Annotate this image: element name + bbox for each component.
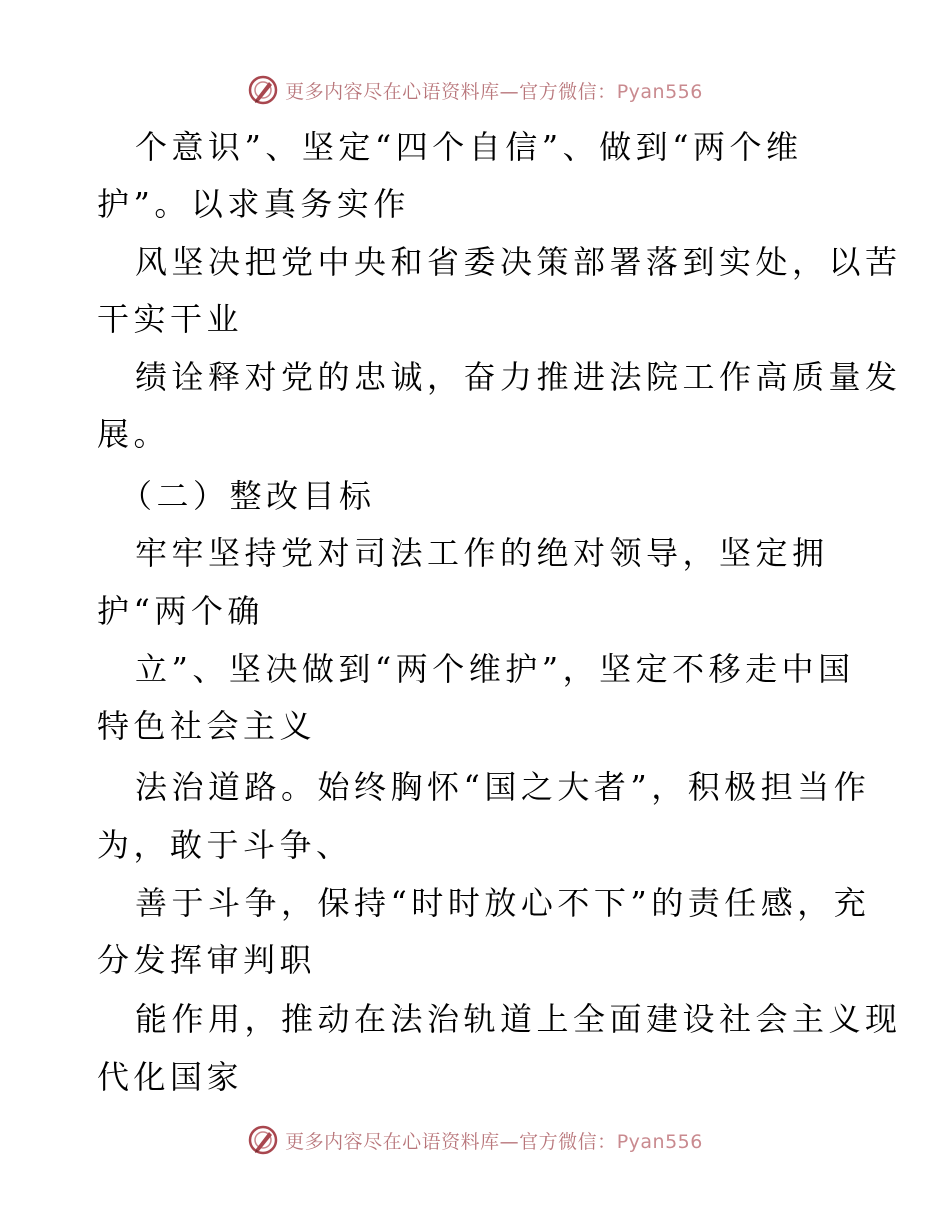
text-line: 立”、坚决做到“两个维护”，坚定不移走中国 (135, 650, 855, 688)
text-line: 为，敢于斗争、 (97, 826, 353, 864)
text-line: 善于斗争，保持“时时放心不下”的责任感，充 (135, 884, 871, 922)
text-line: 特色社会主义 (97, 707, 317, 745)
text-line: 分发挥审判职 (97, 941, 317, 979)
pen-logo-icon (247, 74, 279, 106)
text-line: 护”。以求真务实作 (97, 185, 410, 223)
text-line: 法治道路。始终胸怀“国之大者”，积极担当作 (135, 768, 871, 806)
text-line: 护“两个确 (97, 592, 264, 630)
text-line: 绩诠释对党的忠诚，奋力推进法院工作高质量发 (135, 358, 902, 396)
text-line: 干实干业 (97, 300, 244, 338)
watermark-text (285, 1127, 703, 1154)
watermark-cn-text: 更多内容尽在心语资料库 (285, 80, 500, 103)
watermark-dash: — (499, 80, 520, 103)
text-line: 代化国家 (97, 1058, 244, 1096)
watermark-wechat-id: Pyan556 (616, 1130, 703, 1153)
pen-logo-icon (247, 1124, 279, 1156)
watermark-cn-text: 更多内容尽在心语资料库 (285, 1130, 500, 1153)
watermark-text (285, 77, 703, 104)
text-line: 个意识”、坚定“四个自信”、做到“两个维 (135, 128, 803, 166)
watermark-dash: — (499, 1130, 520, 1153)
text-line: 展。 (97, 415, 171, 453)
text-line: 牢牢坚持党对司法工作的绝对领导，坚定拥 (135, 534, 829, 572)
text-line: 能作用，推动在法治轨道上全面建设社会主义现 (135, 1000, 902, 1038)
section-heading: （二）整改目标 (120, 477, 376, 515)
footer-watermark (0, 1120, 950, 1160)
watermark-wechat-label: 官方微信： (519, 80, 617, 103)
watermark-wechat-label: 官方微信： (519, 1130, 617, 1153)
header-watermark (0, 70, 950, 110)
watermark-wechat-id: Pyan556 (616, 80, 703, 103)
text-line: 风坚决把党中央和省委决策部署落到实处，以苦 (135, 243, 902, 281)
